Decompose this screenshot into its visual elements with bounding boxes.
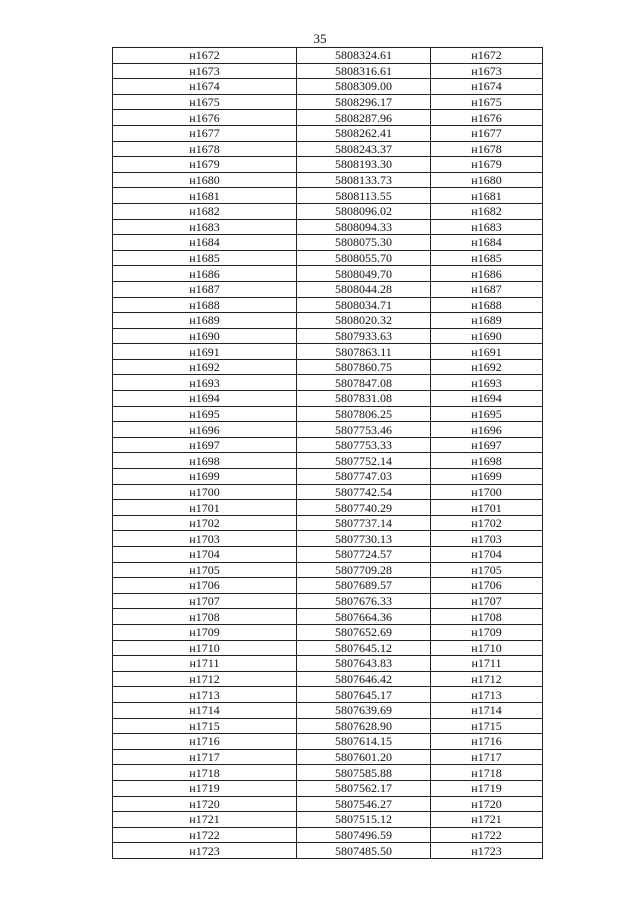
point-id-end-cell: н1682 [431, 203, 543, 219]
point-id-end-cell: н1702 [431, 515, 543, 531]
coordinate-cell: 5807747.03 [297, 469, 431, 485]
point-id-end-cell: н1705 [431, 562, 543, 578]
table-row [113, 515, 543, 531]
point-id-cell: н1690 [113, 328, 297, 344]
table-row [113, 671, 543, 687]
table-row [113, 765, 543, 781]
point-id-cell: н1678 [113, 141, 297, 157]
coordinate-cell: 5807863.11 [297, 344, 431, 360]
point-id-end-cell: н1716 [431, 734, 543, 750]
point-id-cell: н1703 [113, 531, 297, 547]
coordinate-cell: 5807546.27 [297, 796, 431, 812]
table-row [113, 110, 543, 126]
coordinate-cell: 5808096.02 [297, 203, 431, 219]
point-id-end-cell: н1706 [431, 578, 543, 594]
point-id-end-cell: н1708 [431, 609, 543, 625]
point-id-cell: н1676 [113, 110, 297, 126]
point-id-end-cell: н1711 [431, 656, 543, 672]
coordinate-cell: 5807860.75 [297, 359, 431, 375]
point-id-cell: н1687 [113, 281, 297, 297]
point-id-end-cell: н1698 [431, 453, 543, 469]
point-id-cell: н1681 [113, 188, 297, 204]
point-id-cell: н1722 [113, 827, 297, 843]
point-id-cell: н1688 [113, 297, 297, 313]
coordinate-cell: 5808075.30 [297, 235, 431, 251]
point-id-cell: н1673 [113, 63, 297, 79]
table-row [113, 344, 543, 360]
point-id-end-cell: н1720 [431, 796, 543, 812]
point-id-end-cell: н1700 [431, 484, 543, 500]
coordinate-cell: 5807664.36 [297, 609, 431, 625]
coordinate-cell: 5807485.50 [297, 843, 431, 859]
table-row [113, 827, 543, 843]
table-row [113, 469, 543, 485]
coordinate-cell: 5808243.37 [297, 141, 431, 157]
table-row [113, 609, 543, 625]
table-row [113, 500, 543, 516]
point-id-end-cell: н1686 [431, 266, 543, 282]
table-row [113, 219, 543, 235]
table-row [113, 281, 543, 297]
coordinate-cell: 5807652.69 [297, 624, 431, 640]
coordinate-cell: 5807831.08 [297, 391, 431, 407]
table-row [113, 391, 543, 407]
point-id-end-cell: н1679 [431, 157, 543, 173]
point-id-end-cell: н1713 [431, 687, 543, 703]
point-id-end-cell: н1694 [431, 391, 543, 407]
point-id-end-cell: н1714 [431, 702, 543, 718]
coordinate-cell: 5807515.12 [297, 812, 431, 828]
coordinate-cell: 5808034.71 [297, 297, 431, 313]
point-id-end-cell: н1697 [431, 437, 543, 453]
point-id-cell: н1682 [113, 203, 297, 219]
table-row [113, 687, 543, 703]
table-row [113, 125, 543, 141]
coordinate-cell: 5808309.00 [297, 79, 431, 95]
coordinate-cell: 5807585.88 [297, 765, 431, 781]
point-id-cell: н1704 [113, 547, 297, 563]
table-row [113, 437, 543, 453]
coordinate-cell: 5807742.54 [297, 484, 431, 500]
point-id-cell: н1710 [113, 640, 297, 656]
point-id-end-cell: н1685 [431, 250, 543, 266]
table-row [113, 624, 543, 640]
coordinate-cell: 5807496.59 [297, 827, 431, 843]
coordinate-cell: 5807752.14 [297, 453, 431, 469]
point-id-cell: н1692 [113, 359, 297, 375]
point-id-end-cell: н1677 [431, 125, 543, 141]
table-row [113, 812, 543, 828]
table-row [113, 796, 543, 812]
coordinate-cell: 5807753.33 [297, 437, 431, 453]
table-row [113, 843, 543, 859]
table-row [113, 453, 543, 469]
coordinate-cell: 5807806.25 [297, 406, 431, 422]
coordinate-cell: 5807933.63 [297, 328, 431, 344]
point-id-cell: н1700 [113, 484, 297, 500]
point-id-end-cell: н1704 [431, 547, 543, 563]
table-row [113, 562, 543, 578]
point-id-end-cell: н1684 [431, 235, 543, 251]
table-row [113, 48, 543, 64]
table-row [113, 297, 543, 313]
table-row [113, 79, 543, 95]
point-id-cell: н1677 [113, 125, 297, 141]
point-id-end-cell: н1681 [431, 188, 543, 204]
point-id-end-cell: н1691 [431, 344, 543, 360]
point-id-cell: н1674 [113, 79, 297, 95]
point-id-end-cell: н1678 [431, 141, 543, 157]
coordinate-cell: 5807645.12 [297, 640, 431, 656]
coordinate-cell: 5807614.15 [297, 734, 431, 750]
coordinate-cell: 5807753.46 [297, 422, 431, 438]
coordinate-cell: 5808296.17 [297, 94, 431, 110]
point-id-cell: н1723 [113, 843, 297, 859]
coordinate-cell: 5807740.29 [297, 500, 431, 516]
point-id-cell: н1693 [113, 375, 297, 391]
coordinate-cell: 5808324.61 [297, 48, 431, 64]
coordinate-cell: 5807646.42 [297, 671, 431, 687]
page-number: 35 [313, 31, 327, 46]
table-row [113, 578, 543, 594]
point-id-cell: н1711 [113, 656, 297, 672]
coordinate-cell: 5808193.30 [297, 157, 431, 173]
table-row [113, 94, 543, 110]
table-row [113, 640, 543, 656]
point-id-end-cell: н1680 [431, 172, 543, 188]
table-row [113, 141, 543, 157]
coordinate-cell: 5807562.17 [297, 780, 431, 796]
coordinate-cell: 5808044.28 [297, 281, 431, 297]
point-id-cell: н1699 [113, 469, 297, 485]
point-id-cell: н1707 [113, 593, 297, 609]
point-id-cell: н1716 [113, 734, 297, 750]
point-id-cell: н1705 [113, 562, 297, 578]
point-id-end-cell: н1674 [431, 79, 543, 95]
point-id-end-cell: н1709 [431, 624, 543, 640]
coordinate-cell: 5808094.33 [297, 219, 431, 235]
point-id-cell: н1683 [113, 219, 297, 235]
coordinate-cell: 5807709.28 [297, 562, 431, 578]
point-id-end-cell: н1673 [431, 63, 543, 79]
point-id-cell: н1713 [113, 687, 297, 703]
point-id-end-cell: н1687 [431, 281, 543, 297]
point-id-cell: н1708 [113, 609, 297, 625]
table-row [113, 734, 543, 750]
coordinate-cell: 5807645.17 [297, 687, 431, 703]
coordinate-cell: 5808020.32 [297, 313, 431, 329]
point-id-end-cell: н1693 [431, 375, 543, 391]
table-row [113, 531, 543, 547]
coordinate-cell: 5808287.96 [297, 110, 431, 126]
table-row [113, 780, 543, 796]
point-id-cell: н1718 [113, 765, 297, 781]
table-row [113, 749, 543, 765]
coordinate-cell: 5807676.33 [297, 593, 431, 609]
point-id-end-cell: н1701 [431, 500, 543, 516]
point-id-end-cell: н1703 [431, 531, 543, 547]
table-row [113, 359, 543, 375]
point-id-cell: н1714 [113, 702, 297, 718]
point-id-cell: н1689 [113, 313, 297, 329]
table-row [113, 718, 543, 734]
point-id-end-cell: н1695 [431, 406, 543, 422]
point-id-cell: н1709 [113, 624, 297, 640]
point-id-cell: н1719 [113, 780, 297, 796]
point-id-cell: н1697 [113, 437, 297, 453]
point-id-cell: н1706 [113, 578, 297, 594]
table-row [113, 593, 543, 609]
point-id-end-cell: н1676 [431, 110, 543, 126]
point-id-end-cell: н1717 [431, 749, 543, 765]
point-id-cell: н1701 [113, 500, 297, 516]
point-id-cell: н1696 [113, 422, 297, 438]
point-id-cell: н1695 [113, 406, 297, 422]
point-id-cell: н1694 [113, 391, 297, 407]
point-id-cell: н1685 [113, 250, 297, 266]
coordinate-cell: 5807730.13 [297, 531, 431, 547]
point-id-end-cell: н1712 [431, 671, 543, 687]
point-id-end-cell: н1696 [431, 422, 543, 438]
table-row [113, 63, 543, 79]
point-id-end-cell: н1719 [431, 780, 543, 796]
coordinate-cell: 5807689.57 [297, 578, 431, 594]
table-row [113, 406, 543, 422]
point-id-cell: н1679 [113, 157, 297, 173]
point-id-end-cell: н1675 [431, 94, 543, 110]
coordinate-cell: 5807639.69 [297, 702, 431, 718]
table-row [113, 484, 543, 500]
point-id-end-cell: н1690 [431, 328, 543, 344]
point-id-cell: н1720 [113, 796, 297, 812]
coordinate-cell: 5807628.90 [297, 718, 431, 734]
point-id-end-cell: н1718 [431, 765, 543, 781]
coordinate-cell: 5807643.83 [297, 656, 431, 672]
point-id-end-cell: н1699 [431, 469, 543, 485]
point-id-end-cell: н1723 [431, 843, 543, 859]
table-row [113, 250, 543, 266]
point-id-cell: н1698 [113, 453, 297, 469]
point-id-end-cell: н1721 [431, 812, 543, 828]
coordinate-cell: 5808316.61 [297, 63, 431, 79]
table-row [113, 235, 543, 251]
table-row [113, 203, 543, 219]
coordinate-cell: 5807601.20 [297, 749, 431, 765]
point-id-cell: н1680 [113, 172, 297, 188]
point-id-cell: н1702 [113, 515, 297, 531]
table-row [113, 547, 543, 563]
coordinate-cell: 5807847.08 [297, 375, 431, 391]
point-id-cell: н1712 [113, 671, 297, 687]
table-row [113, 266, 543, 282]
point-id-end-cell: н1715 [431, 718, 543, 734]
point-id-end-cell: н1707 [431, 593, 543, 609]
table-row [113, 422, 543, 438]
point-id-end-cell: н1692 [431, 359, 543, 375]
coordinates-table-body [113, 48, 543, 859]
coordinate-cell: 5808113.55 [297, 188, 431, 204]
point-id-cell: н1675 [113, 94, 297, 110]
table-row [113, 313, 543, 329]
point-id-cell: н1715 [113, 718, 297, 734]
point-id-end-cell: н1710 [431, 640, 543, 656]
table-row [113, 375, 543, 391]
point-id-cell: н1672 [113, 48, 297, 64]
table-row [113, 656, 543, 672]
point-id-end-cell: н1672 [431, 48, 543, 64]
coordinate-cell: 5807724.57 [297, 547, 431, 563]
point-id-cell: н1684 [113, 235, 297, 251]
table-row [113, 188, 543, 204]
table-row [113, 172, 543, 188]
point-id-cell: н1721 [113, 812, 297, 828]
point-id-end-cell: н1689 [431, 313, 543, 329]
point-id-end-cell: н1683 [431, 219, 543, 235]
table-row [113, 328, 543, 344]
coordinate-cell: 5808133.73 [297, 172, 431, 188]
point-id-end-cell: н1722 [431, 827, 543, 843]
coordinate-cell: 5808262.41 [297, 125, 431, 141]
point-id-cell: н1686 [113, 266, 297, 282]
coordinate-cell: 5807737.14 [297, 515, 431, 531]
table-row [113, 702, 543, 718]
coordinate-cell: 5808055.70 [297, 250, 431, 266]
point-id-end-cell: н1688 [431, 297, 543, 313]
table-row [113, 157, 543, 173]
point-id-cell: н1691 [113, 344, 297, 360]
point-id-cell: н1717 [113, 749, 297, 765]
coordinates-table [112, 47, 543, 859]
coordinate-cell: 5808049.70 [297, 266, 431, 282]
